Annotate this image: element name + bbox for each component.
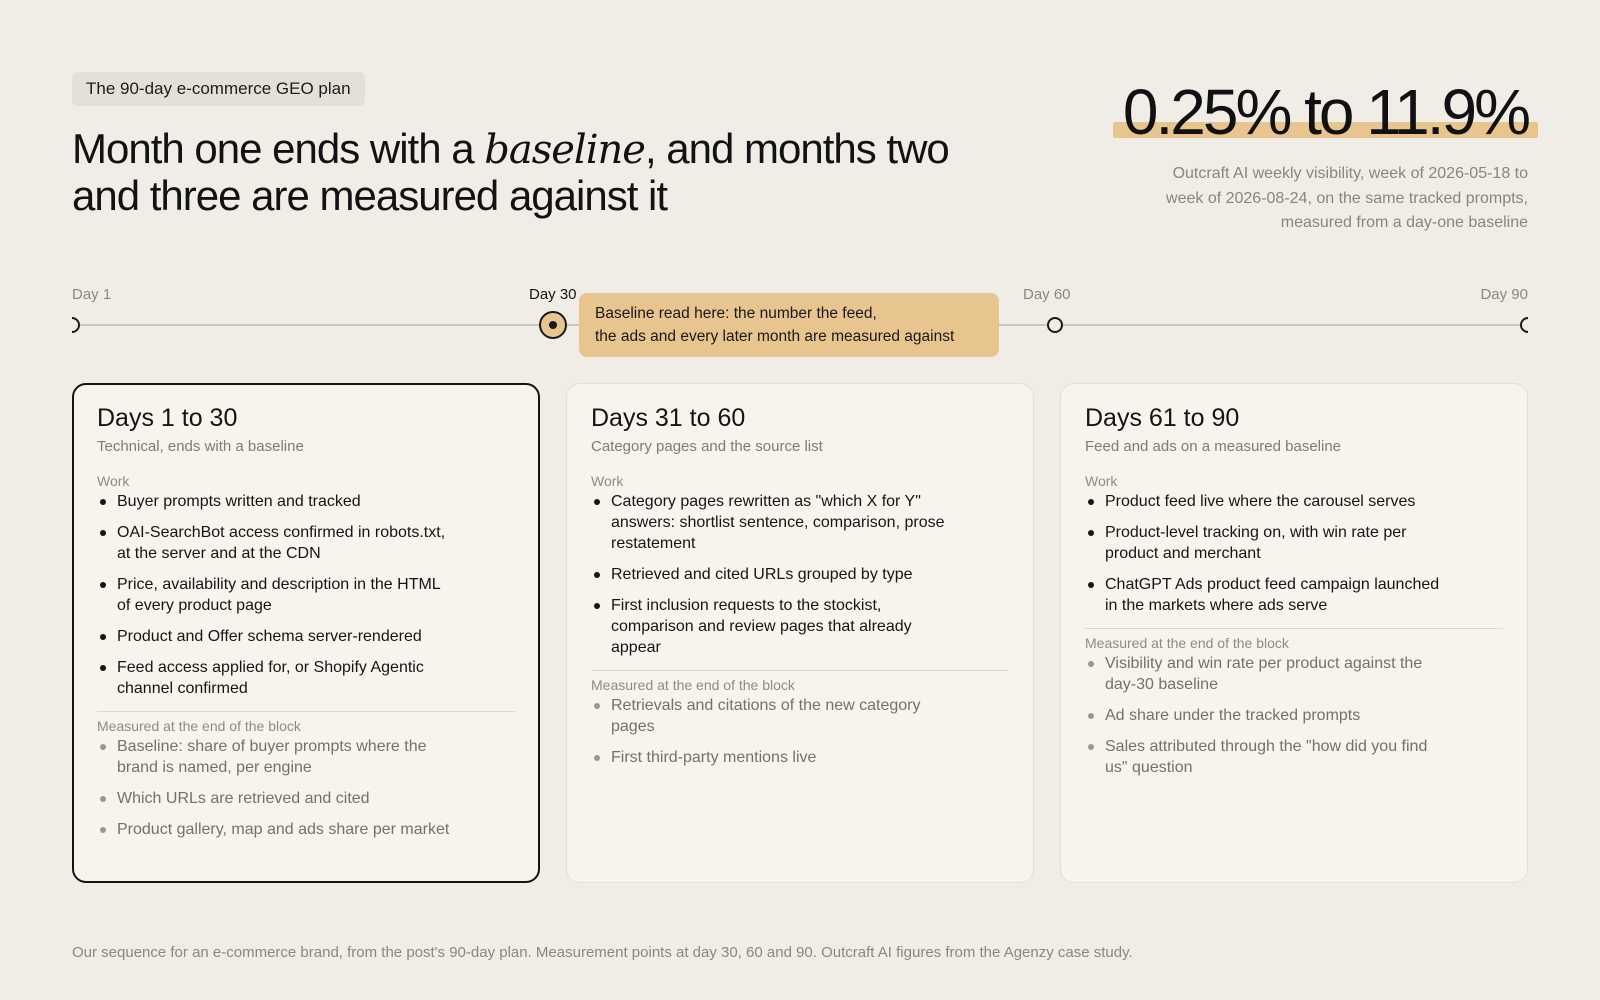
work-item: Buyer prompts written and tracked [97, 491, 515, 512]
timeline-start-node [72, 317, 80, 333]
measured-list [1085, 653, 1503, 778]
work-item: ChatGPT Ads product feed campaign launched in the markets where ads serve [1085, 574, 1503, 616]
timeline-label-day-1: Day 1 [72, 286, 112, 303]
timeline-node-day-1 [72, 317, 80, 333]
timeline-label-day-90: Day 90 [1480, 286, 1528, 303]
timeline-label-day-30: Day 30 [529, 286, 577, 303]
measured-item: Baseline: share of buyer prompts where the brand is named, per engine [97, 736, 515, 778]
card-title: Days 1 to 30 [97, 404, 238, 432]
measured-item: Product gallery, map and ads share per market [97, 819, 515, 840]
measured-item: Visibility and win rate per product against the day-30 baseline [1085, 653, 1503, 695]
plan-tag: The 90-day e-commerce GEO plan [72, 72, 365, 106]
timeline-node-day-30 [539, 311, 567, 339]
work-item: OAI-SearchBot access confirmed in robots.txt, at the server and at the CDN [97, 522, 515, 564]
work-list [591, 491, 1009, 658]
baseline-callout [579, 293, 999, 357]
timeline-node-day-90 [1520, 317, 1528, 333]
measured-label: Measured at the end of the block [591, 677, 795, 693]
work-item: Price, availability and description in the HTML of every product page [97, 574, 515, 616]
card-subtitle: Feed and ads on a measured baseline [1085, 438, 1342, 455]
phase-card-days-31-60 [566, 383, 1034, 883]
work-label: Work [591, 473, 624, 489]
timeline-label-day-60: Day 60 [1023, 286, 1071, 303]
stat-value-wrap [1123, 76, 1528, 148]
measured-list [591, 695, 1009, 768]
work-list [97, 491, 515, 699]
card-subtitle: Category pages and the source list [591, 438, 823, 455]
card-title: Days 31 to 60 [591, 404, 746, 432]
work-item: Product feed live where the carousel serves [1085, 491, 1503, 512]
measured-item: Sales attributed through the "how did you find us" question [1085, 736, 1503, 778]
stat-caption-line: measured from a day-one baseline [1280, 214, 1528, 231]
card-title: Days 61 to 90 [1085, 404, 1240, 432]
work-item: Product and Offer schema server-rendered [97, 626, 515, 647]
stat-caption-line: Outcraft AI weekly visibility, week of 2026-05-18 to [1172, 165, 1528, 182]
measured-label: Measured at the end of the block [1085, 635, 1289, 651]
headline-lead: Month one ends with a [72, 125, 485, 172]
phase-cards [72, 383, 1528, 883]
headline-rest: , and months two and three are measured against it [72, 125, 949, 219]
work-item: Retrieved and cited URLs grouped by type [591, 564, 1009, 585]
footnote: Our sequence for an e-commerce brand, from the post's 90-day plan. Measurement points at day 30, 60 and 90. Outcraft AI figures from the Agenzy case study. [72, 944, 1133, 961]
measured-list [97, 736, 515, 840]
callout-line: the ads and every later month are measured against [595, 328, 955, 345]
measured-item: First third-party mentions live [591, 747, 1009, 768]
timeline-node-day-60 [1047, 317, 1063, 333]
phase-card-days-1-30 [72, 383, 540, 883]
work-label: Work [97, 473, 130, 489]
phase-card-days-61-90 [1060, 383, 1528, 883]
timeline [72, 284, 1528, 354]
stat-value: 0.25% to 11.9% [1122, 76, 1528, 148]
work-item: Product-level tracking on, with win rate per product and merchant [1085, 522, 1503, 564]
measured-label: Measured at the end of the block [97, 718, 301, 734]
work-item: Category pages rewritten as "which X for Y" answers: shortlist sentence, comparison, prose restatement [591, 491, 1009, 554]
stat-caption [1048, 162, 1528, 236]
card-subtitle: Technical, ends with a baseline [97, 438, 304, 455]
callout-line: Baseline read here: the number the feed, [595, 305, 877, 322]
measured-item: Ad share under the tracked prompts [1085, 705, 1503, 726]
headline-emphasis: baseline [484, 127, 645, 173]
work-item: First inclusion requests to the stockist, comparison and review pages that already appear [591, 595, 1009, 658]
work-list [1085, 491, 1503, 616]
visibility-stat [1048, 76, 1528, 236]
work-label: Work [1085, 473, 1118, 489]
work-item: Feed access applied for, or Shopify Agentic channel confirmed [97, 657, 515, 699]
measured-item: Retrievals and citations of the new category pages [591, 695, 1009, 737]
measured-item: Which URLs are retrieved and cited [97, 788, 515, 809]
stat-caption-line: week of 2026-08-24, on the same tracked prompts, [1166, 189, 1528, 207]
page-title [72, 126, 972, 219]
timeline-end-node [1520, 317, 1528, 333]
